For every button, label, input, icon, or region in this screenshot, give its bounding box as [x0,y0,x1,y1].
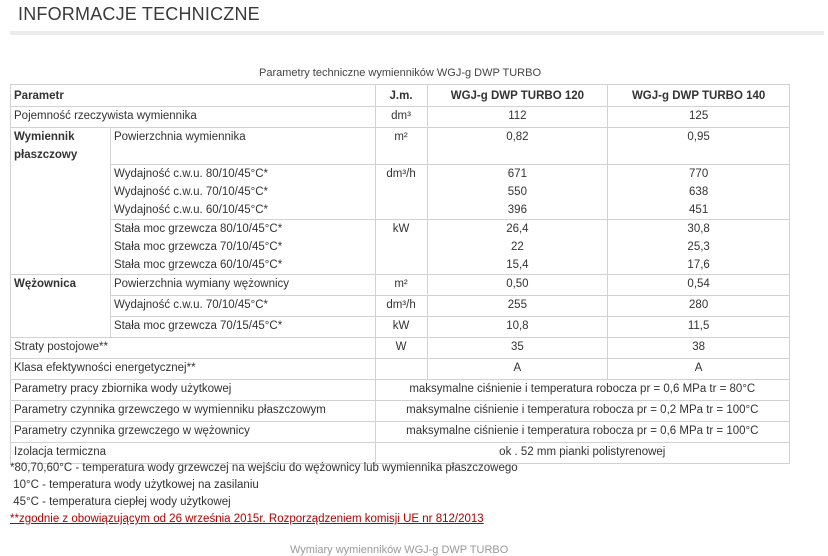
row-label: Klasa efektywności energetycznej** [11,358,376,379]
row-value-120: 112 [427,107,608,128]
group-spacer [11,164,111,219]
row-value-120: 550 [507,185,527,198]
group-label-jacket: Wymiennik płaszczowy [11,128,111,165]
table-row [11,400,790,421]
row-label-list [110,164,375,219]
row-value-120: 0,50 [427,274,608,295]
group-spacer [11,316,111,337]
row-unit: dm³/h [375,164,427,219]
row-label: Wydajność c.w.u. 60/10/45°C* [113,203,269,216]
row-value-140: 638 [689,185,709,198]
table-row [11,219,790,274]
row-label: Parametry czynnika grzewczego w wężownicy [11,421,376,442]
row-label: Wydajność c.w.u. 70/10/45°C* [113,185,269,198]
next-section-heading: Wymiary wymienników WGJ-g DWP TURBO [290,544,509,556]
row-value-140: 451 [689,203,709,216]
row-unit: m² [375,274,427,295]
row-unit: dm³ [375,107,427,128]
header-model-140: WGJ-g DWP TURBO 140 [608,85,790,107]
row-label: Powierzchnia wymiennika [110,128,375,165]
row-value-120: 22 [510,240,524,253]
table-row [11,274,790,295]
row-value-140: 25,3 [687,240,710,253]
row-unit: m² [375,128,427,165]
row-label: Pojemność rzeczywista wymiennika [11,107,376,128]
footnote-temperature-supply: 10°C - temperatura wody użytkowej na zasilaniu [10,479,259,491]
footnotes [10,460,810,528]
row-unit: W [375,337,427,358]
row-values-120 [427,219,608,274]
row-value-120: 255 [427,295,608,316]
table-row [11,164,790,219]
row-label: Straty postojowe** [11,337,376,358]
row-unit: dm³/h [375,295,427,316]
row-values-140 [608,164,790,219]
table-row [11,295,790,316]
table-caption: Parametry techniczne wymienników WGJ-g DWP TURBO [259,67,541,79]
row-value-140: 38 [608,337,790,358]
row-value-140: 17,6 [687,258,710,271]
row-value-140: 0,54 [608,274,790,295]
row-label-list [110,219,375,274]
row-value-120: 0,82 [427,128,608,165]
row-label: Stała moc grzewcza 60/10/45°C* [113,258,283,271]
row-value-120: 10,8 [427,316,608,337]
group-label-coil: Wężownica [11,274,111,295]
footnote-regulation-link[interactable]: **zgodnie z obowiązującym od 26 września 2015r. Rozporządzeniem komisji UE nr 812/2013 [10,513,484,525]
row-unit: kW [375,316,427,337]
row-value-140: 280 [608,295,790,316]
row-values-140 [608,219,790,274]
row-label: Stała moc grzewcza 70/10/45°C* [113,240,283,253]
row-value-120: 15,4 [506,258,529,271]
row-label: Wydajność c.w.u. 70/10/45°C* [110,295,375,316]
spec-table [10,84,790,464]
row-value-merged: maksymalne ciśnienie i temperatura robocza pr = 0,6 MPa tr = 80°C [375,379,789,400]
table-row [11,128,790,165]
row-value-120: 35 [427,337,608,358]
footnote-temperature-hot-water: 45°C - temperatura ciepłej wody użytkowej [10,496,231,508]
row-label: Parametry czynnika grzewczego w wymienniku płaszczowym [11,400,376,421]
row-label: Stała moc grzewcza 70/15/45°C* [110,316,375,337]
row-label: Parametry pracy zbiornika wody użytkowej [11,379,376,400]
table-header-row [11,85,790,107]
row-value-120: A [427,358,608,379]
group-spacer [11,295,111,316]
table-row [11,337,790,358]
row-value-140: 0,95 [608,128,790,165]
header-parametr: Parametr [11,85,376,107]
row-unit: kW [375,219,427,274]
page-title: INFORMACJE TECHNICZNE [18,4,260,24]
row-value-140: 11,5 [608,316,790,337]
row-value-merged: maksymalne ciśnienie i temperatura robocza pr = 0,2 MPa tr = 100°C [375,400,789,421]
table-row [11,316,790,337]
row-value-merged: ok . 52 mm pianki polistyrenowej [375,442,789,463]
table-row [11,358,790,379]
group-spacer [11,219,111,274]
title-divider [10,31,824,35]
row-values-120 [427,164,608,219]
row-value-140: 125 [608,107,790,128]
table-row [11,421,790,442]
row-value-120: 671 [507,167,527,180]
table-row [11,379,790,400]
row-label: Stała moc grzewcza 80/10/45°C* [113,222,283,235]
row-value-140: 30,8 [687,222,710,235]
row-label: Wydajność c.w.u. 80/10/45°C* [113,167,269,180]
row-label: Powierzchnia wymiany wężownicy [110,274,375,295]
row-value-merged: maksymalne ciśnienie i temperatura robocza pr = 0,6 MPa tr = 100°C [375,421,789,442]
row-value-120: 26,4 [506,222,529,235]
row-value-140: A [608,358,790,379]
header-jm: J.m. [375,85,427,107]
footnote-temperature-heating: *80,70,60°C - temperatura wody grzewczej na wejściu do wężownicy lub wymiennika płaszczowego [10,462,518,474]
row-value-120: 396 [507,203,527,216]
row-value-140: 770 [689,167,709,180]
header-model-120: WGJ-g DWP TURBO 120 [427,85,608,107]
row-label: Izolacja termiczna [11,442,376,463]
row-unit [375,358,427,379]
table-row [11,107,790,128]
